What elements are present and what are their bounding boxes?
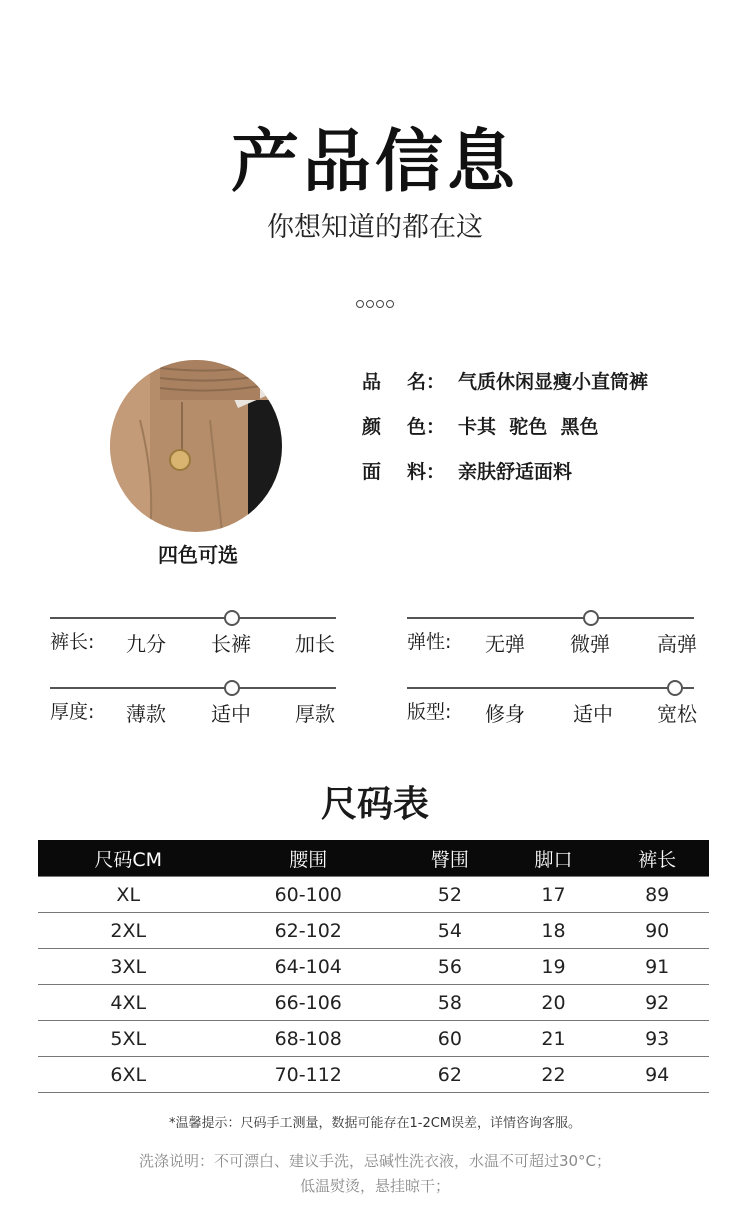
table-cell: 62 [398, 1057, 502, 1093]
spec-option: 加长 [295, 632, 335, 656]
table-cell: 5XL [38, 1021, 218, 1057]
spec-option: 厚款 [295, 702, 335, 726]
info-value-name: 气质休闲显瘦小直筒裤 [458, 371, 649, 393]
table-cell: 58 [398, 985, 502, 1021]
spec-scale-line [50, 687, 336, 689]
table-row [38, 985, 709, 1021]
info-label-char: 名 [406, 371, 426, 393]
table-cell: XL [38, 877, 218, 913]
dot [356, 300, 364, 308]
info-label-char: 色 [406, 416, 426, 438]
info-row-color [362, 413, 598, 441]
table-cell: 93 [605, 1021, 709, 1057]
table-row [38, 1021, 709, 1057]
spec-label-length: 裤长: [50, 631, 95, 653]
table-cell: 22 [502, 1057, 606, 1093]
page-title: 产品信息 [230, 123, 519, 202]
table-cell: 64-104 [218, 949, 398, 985]
info-value-color: 卡其 驼色 黑色 [458, 416, 599, 438]
table-cell: 91 [605, 949, 709, 985]
table-cell: 20 [502, 985, 606, 1021]
spec-scale-marker [667, 680, 683, 696]
spec-scale-marker [224, 610, 240, 626]
care-instructions-line-2: 低温熨烫，悬挂晾干； [299, 1177, 450, 1195]
spec-option: 宽松 [657, 702, 697, 726]
spec-label-fit: 版型: [407, 701, 452, 723]
info-row-fabric [362, 458, 572, 486]
table-row [38, 949, 709, 985]
dot [366, 300, 374, 308]
spec-scale-line [50, 617, 336, 619]
table-cell: 19 [502, 949, 606, 985]
spec-scale-marker [224, 680, 240, 696]
table-cell: 18 [502, 913, 606, 949]
spec-label-elasticity: 弹性: [407, 631, 452, 653]
spec-option: 高弹 [657, 632, 697, 656]
info-row-name [362, 368, 648, 396]
spec-option: 适中 [573, 702, 613, 726]
spec-option: 薄款 [126, 702, 166, 726]
color-count-caption: 四色可选 [158, 543, 238, 567]
table-cell: 62-102 [218, 913, 398, 949]
info-colon: ： [426, 371, 446, 393]
care-instructions-line-1: 洗涤说明：不可漂白、建议手洗，忌碱性洗衣液，水温不可超过30°C； [138, 1152, 612, 1170]
spec-label-thickness: 厚度: [50, 701, 95, 723]
spec-option: 微弹 [570, 632, 610, 656]
table-cell: 21 [502, 1021, 606, 1057]
spec-option: 修身 [485, 702, 525, 726]
table-cell: 56 [398, 949, 502, 985]
spec-scale-line [407, 617, 694, 619]
table-cell: 54 [398, 913, 502, 949]
table-cell: 94 [605, 1057, 709, 1093]
info-label-char: 料 [406, 461, 426, 483]
dot [386, 300, 394, 308]
table-cell: 66-106 [218, 985, 398, 1021]
spec-option: 九分 [126, 632, 166, 656]
table-cell: 60 [398, 1021, 502, 1057]
table-cell: 3XL [38, 949, 218, 985]
table-cell: 2XL [38, 913, 218, 949]
info-label-char: 颜 [362, 416, 382, 438]
size-table-header-cell: 臀围 [398, 840, 502, 877]
info-label-char: 面 [362, 461, 382, 483]
decorative-dots [0, 300, 750, 308]
spec-scale-marker [583, 610, 599, 626]
spec-scale-line [407, 687, 694, 689]
table-cell: 70-112 [218, 1057, 398, 1093]
table-cell: 68-108 [218, 1021, 398, 1057]
table-cell: 89 [605, 877, 709, 913]
table-row [38, 913, 709, 949]
size-table-header-cell: 脚口 [502, 840, 606, 877]
table-row [38, 877, 709, 913]
size-table [38, 840, 709, 1093]
measurement-note: *温馨提示：尺码手工测量，数据可能存在1-2CM误差，详情咨询客服。 [168, 1116, 582, 1131]
size-table-header-cell: 尺码CM [38, 840, 218, 877]
size-table-header-cell: 裤长 [605, 840, 709, 877]
table-cell: 52 [398, 877, 502, 913]
table-cell: 60-100 [218, 877, 398, 913]
size-table-header-cell: 腰围 [218, 840, 398, 877]
info-value-fabric: 亲肤舒适面料 [458, 461, 573, 483]
size-table-header [38, 840, 709, 877]
product-photo [110, 360, 282, 532]
info-colon: ： [426, 461, 446, 483]
size-table-title: 尺码表 [320, 784, 429, 825]
info-colon: ： [426, 416, 446, 438]
page-subtitle: 你想知道的都在这 [267, 212, 483, 243]
spec-option: 长裤 [211, 632, 251, 656]
table-cell: 6XL [38, 1057, 218, 1093]
table-cell: 90 [605, 913, 709, 949]
info-label-char: 品 [362, 371, 382, 393]
spec-option: 适中 [211, 702, 251, 726]
spec-option: 无弹 [485, 632, 525, 656]
table-cell: 17 [502, 877, 606, 913]
table-cell: 92 [605, 985, 709, 1021]
dot [376, 300, 384, 308]
table-row [38, 1057, 709, 1093]
table-cell: 4XL [38, 985, 218, 1021]
